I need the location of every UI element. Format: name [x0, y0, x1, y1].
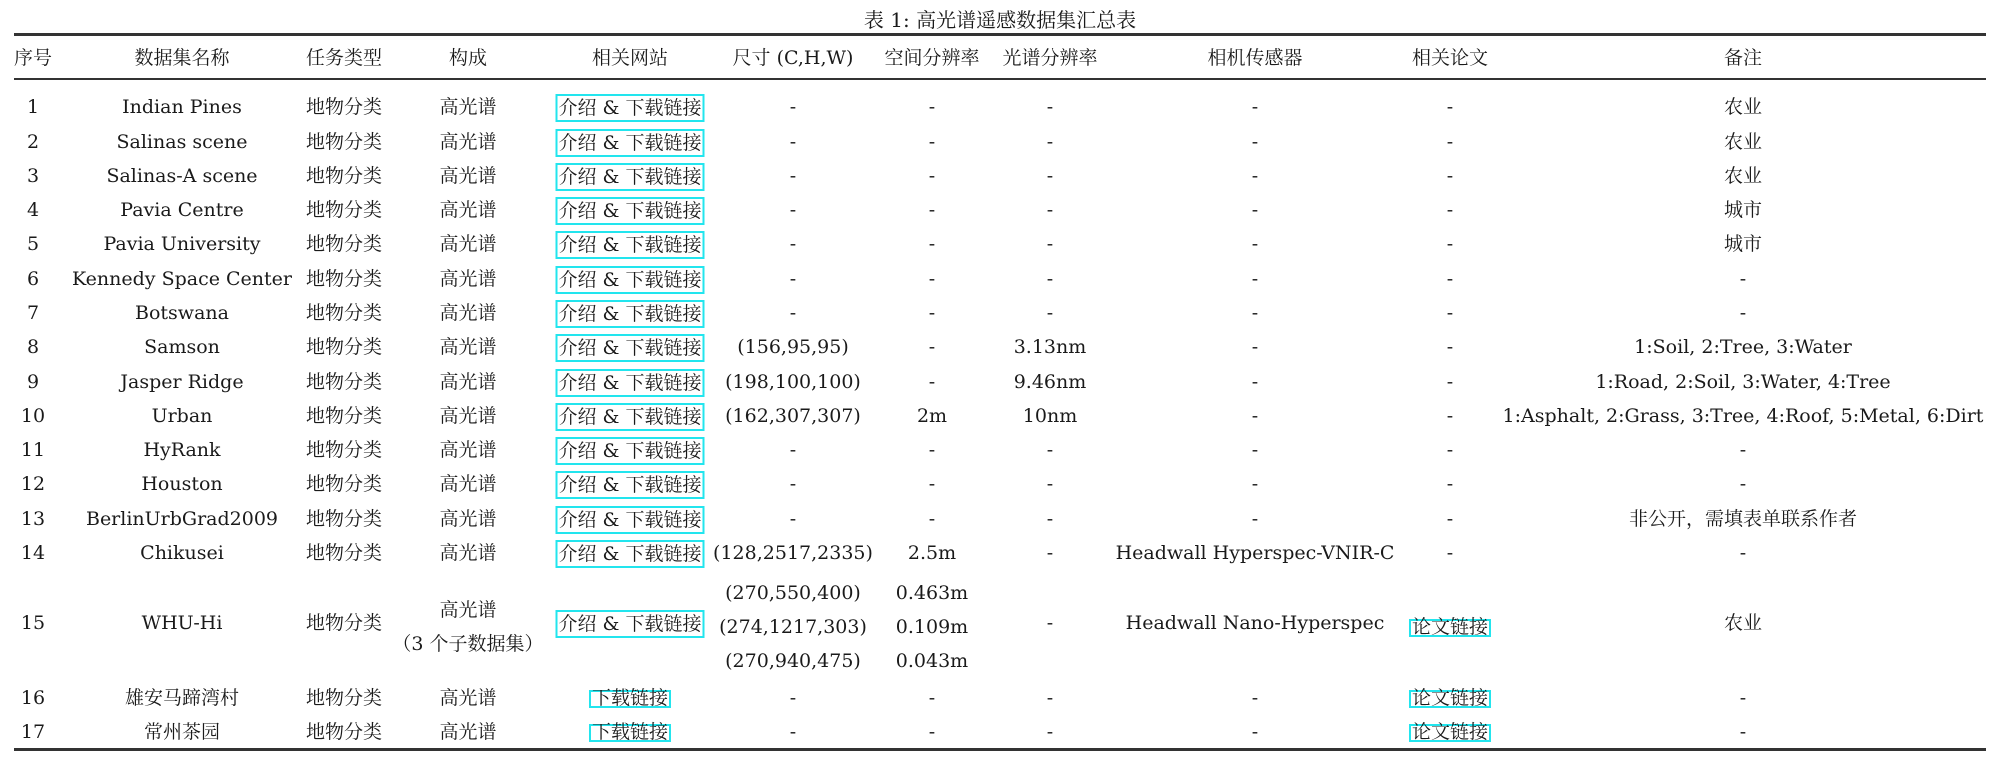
cell-paper: - [1446, 336, 1454, 358]
cell-composition: 高光谱 [439, 508, 497, 530]
cell-name: Botswana [135, 302, 229, 324]
paper-link[interactable]: 论文链接 [1409, 690, 1491, 708]
column-header-composition: 构成 [448, 47, 488, 69]
column-header-task: 任务类型 [305, 47, 383, 69]
cell-notes: 农业 [1723, 612, 1763, 634]
cell-website [556, 610, 705, 638]
cell-size: - [789, 199, 797, 221]
cell-notes: 城市 [1723, 199, 1763, 221]
cell-name: Pavia Centre [120, 199, 244, 221]
cell-task: 地物分类 [305, 371, 383, 393]
cell-name: Salinas scene [116, 131, 248, 153]
cell-name: Chikusei [140, 542, 224, 564]
cell-website [556, 403, 705, 431]
cell-sensor: Headwall Nano-Hyperspec [1125, 612, 1385, 634]
cell-notes: - [1739, 542, 1747, 564]
cell-website [556, 506, 705, 534]
cell-website [556, 231, 705, 259]
paper-link[interactable]: 论文链接 [1409, 724, 1491, 742]
cell-id: 2 [26, 131, 40, 153]
cell-spectral-res: - [1046, 612, 1054, 634]
cell-composition: 高光谱 [439, 199, 497, 221]
cell-paper: - [1446, 405, 1454, 427]
cell-id: 8 [26, 336, 40, 358]
cell-size: - [789, 131, 797, 153]
intro-download-link[interactable]: 介绍 & 下载链接 [556, 163, 705, 191]
cell-task: 地物分类 [305, 268, 383, 290]
intro-download-link[interactable]: 介绍 & 下载链接 [556, 369, 705, 397]
cell-sensor: - [1251, 371, 1259, 393]
cell-size: - [789, 165, 797, 187]
cell-sensor: - [1251, 336, 1259, 358]
spatial-res-value: 0.109m [895, 616, 969, 638]
cell-size: (156,95,95) [737, 336, 849, 358]
cell-task: 地物分类 [305, 508, 383, 530]
cell-composition: 高光谱 [439, 371, 497, 393]
cell-spatial_res: - [928, 721, 936, 743]
cell-website [556, 163, 705, 191]
cell-spectral_res: - [1046, 199, 1054, 221]
cell-spatial_res: - [928, 473, 936, 495]
cell-sensor: - [1251, 96, 1259, 118]
cell-paper: - [1446, 542, 1454, 564]
cell-notes: - [1739, 302, 1747, 324]
cell-website [589, 719, 671, 745]
cell-name: Kennedy Space Center [72, 268, 292, 290]
header-rule [14, 78, 1986, 80]
column-header-sensor: 相机传感器 [1207, 47, 1303, 69]
cell-notes: 城市 [1723, 233, 1763, 255]
cell-composition: 高光谱 [439, 131, 497, 153]
intro-download-link[interactable]: 介绍 & 下载链接 [556, 94, 705, 122]
intro-download-link[interactable]: 介绍 & 下载链接 [556, 471, 705, 499]
cell-id: 7 [26, 302, 40, 324]
download-link[interactable]: 下载链接 [589, 690, 671, 708]
cell-name: WHU-Hi [141, 612, 223, 634]
cell-spatial_res: - [928, 268, 936, 290]
cell-task: 地物分类 [305, 405, 383, 427]
cell-name: BerlinUrbGrad2009 [85, 508, 279, 530]
cell-spectral_res: 3.13nm [1013, 336, 1087, 358]
cell-name: Pavia University [103, 233, 261, 255]
cell-paper [1409, 614, 1491, 640]
cell-size: (162,307,307) [725, 405, 861, 427]
cell-paper [1409, 719, 1491, 745]
column-header-id: 序号 [13, 47, 53, 69]
cell-paper: - [1446, 199, 1454, 221]
cell-notes: 非公开，需填表单联系作者 [1628, 508, 1858, 530]
cell-spectral_res: 10nm [1022, 405, 1078, 427]
cell-website [589, 685, 671, 711]
cell-sensor: - [1251, 131, 1259, 153]
cell-website [556, 334, 705, 362]
cell-id: 5 [26, 233, 40, 255]
intro-download-link[interactable]: 介绍 & 下载链接 [556, 231, 705, 259]
cell-sensor: - [1251, 268, 1259, 290]
intro-download-link[interactable]: 介绍 & 下载链接 [556, 334, 705, 362]
cell-spectral_res: - [1046, 233, 1054, 255]
cell-spatial_res: - [928, 233, 936, 255]
column-header-website: 相关网站 [591, 47, 669, 69]
size-value: (274,1217,303) [719, 616, 867, 638]
cell-notes: 1:Soil, 2:Tree, 3:Water [1634, 336, 1852, 358]
top-rule [14, 33, 1986, 36]
cell-paper: - [1446, 233, 1454, 255]
cell-spatial_res: 2.5m [907, 542, 957, 564]
cell-id: 11 [20, 439, 46, 461]
cell-paper: - [1446, 371, 1454, 393]
intro-download-link[interactable]: 介绍 & 下载链接 [556, 506, 705, 534]
cell-notes: 1:Road, 2:Soil, 3:Water, 4:Tree [1595, 371, 1891, 393]
intro-download-link[interactable]: 介绍 & 下载链接 [556, 540, 705, 568]
cell-size: - [789, 473, 797, 495]
cell-paper [1409, 685, 1491, 711]
cell-id: 3 [26, 165, 40, 187]
cell-size: (198,100,100) [725, 371, 861, 393]
intro-download-link[interactable]: 介绍 & 下载链接 [556, 197, 705, 225]
cell-sensor: - [1251, 439, 1259, 461]
cell-website [556, 369, 705, 397]
cell-notes: 农业 [1723, 165, 1763, 187]
table-caption: 表 1: 高光谱遥感数据集汇总表 [863, 8, 1137, 32]
cell-task: 地物分类 [305, 721, 383, 743]
cell-sensor: - [1251, 233, 1259, 255]
cell-spectral_res: - [1046, 302, 1054, 324]
cell-spectral_res: - [1046, 721, 1054, 743]
cell-task: 地物分类 [305, 233, 383, 255]
cell-sensor: - [1251, 508, 1259, 530]
column-header-name: 数据集名称 [134, 47, 230, 69]
cell-task: 地物分类 [305, 131, 383, 153]
cell-size: - [789, 687, 797, 709]
cell-notes: 1:Asphalt, 2:Grass, 3:Tree, 4:Roof, 5:Metal, 6:Dirt [1502, 405, 1984, 427]
column-header-spatial_res: 空间分辨率 [884, 47, 980, 69]
cell-name: Urban [151, 405, 213, 427]
cell-notes: - [1739, 687, 1747, 709]
composition-subnote: （3 个子数据集） [392, 633, 544, 655]
cell-task: 地物分类 [305, 542, 383, 564]
cell-size: (128,2517,2335) [713, 542, 873, 564]
cell-spatial_res: - [928, 302, 936, 324]
cell-size [719, 576, 867, 678]
cell-name: Salinas-A scene [106, 165, 258, 187]
cell-notes: 农业 [1723, 96, 1763, 118]
cell-sensor: - [1251, 721, 1259, 743]
cell-paper: - [1446, 268, 1454, 290]
column-header-size: 尺寸 (C,H,W) [732, 47, 854, 69]
spatial-res-value: 0.043m [895, 650, 969, 672]
intro-download-link[interactable]: 介绍 & 下载链接 [556, 129, 705, 157]
cell-task: 地物分类 [305, 612, 383, 634]
cell-spatial_res: - [928, 371, 936, 393]
cell-spatial_res: - [928, 508, 936, 530]
cell-website [556, 266, 705, 294]
cell-spectral_res: - [1046, 439, 1054, 461]
cell-spatial_res: - [928, 439, 936, 461]
cell-paper: - [1446, 439, 1454, 461]
intro-download-link[interactable]: 介绍 & 下载链接 [556, 403, 705, 431]
cell-paper: - [1446, 96, 1454, 118]
cell-spatial_res: 2m [916, 405, 948, 427]
bottom-rule [14, 748, 1986, 751]
cell-name: 雄安马蹄湾村 [124, 687, 240, 709]
cell-website [556, 471, 705, 499]
cell-spectral_res: - [1046, 508, 1054, 530]
cell-paper: - [1446, 165, 1454, 187]
cell-id: 6 [26, 268, 40, 290]
paper-link[interactable]: 论文链接 [1409, 619, 1491, 637]
cell-spectral_res: 9.46nm [1013, 371, 1087, 393]
cell-composition [392, 593, 543, 661]
cell-name: Houston [141, 473, 223, 495]
cell-size: - [789, 721, 797, 743]
cell-name: 常州茶园 [143, 721, 221, 743]
cell-sensor: Headwall Hyperspec-VNIR-C [1115, 542, 1395, 564]
cell-task: 地物分类 [305, 96, 383, 118]
cell-spatial_res: - [928, 96, 936, 118]
cell-website [556, 94, 705, 122]
cell-composition: 高光谱 [439, 336, 497, 358]
cell-notes: - [1739, 268, 1747, 290]
column-header-notes: 备注 [1723, 47, 1763, 69]
cell-composition: 高光谱 [439, 96, 497, 118]
cell-composition: 高光谱 [439, 233, 497, 255]
cell-id: 1 [26, 96, 40, 118]
cell-id: 9 [26, 371, 40, 393]
cell-spatial_res: - [928, 165, 936, 187]
cell-spatial_res: - [928, 687, 936, 709]
cell-spectral_res: - [1046, 268, 1054, 290]
cell-spectral_res: - [1046, 687, 1054, 709]
cell-size: - [789, 302, 797, 324]
cell-website [556, 197, 705, 225]
cell-spectral_res: - [1046, 96, 1054, 118]
cell-sensor: - [1251, 199, 1259, 221]
cell-paper: - [1446, 473, 1454, 495]
cell-id: 15 [20, 612, 46, 634]
cell-spectral_res: - [1046, 165, 1054, 187]
cell-sensor: - [1251, 405, 1259, 427]
cell-task: 地物分类 [305, 165, 383, 187]
cell-composition: 高光谱 [439, 165, 497, 187]
cell-paper: - [1446, 131, 1454, 153]
composition-line: 高光谱 [439, 599, 497, 621]
cell-task: 地物分类 [305, 473, 383, 495]
cell-size: - [789, 233, 797, 255]
cell-composition: 高光谱 [439, 542, 497, 564]
cell-name: HyRank [143, 439, 221, 461]
cell-spatial_res: - [928, 131, 936, 153]
cell-id: 16 [20, 687, 46, 709]
cell-website [556, 540, 705, 568]
cell-website [556, 300, 705, 328]
cell-size: - [789, 439, 797, 461]
cell-website [556, 129, 705, 157]
cell-id: 14 [20, 542, 46, 564]
cell-size: - [789, 268, 797, 290]
cell-task: 地物分类 [305, 302, 383, 324]
column-header-spectral_res: 光谱分辨率 [1002, 47, 1098, 69]
cell-composition: 高光谱 [439, 405, 497, 427]
cell-spectral_res: - [1046, 131, 1054, 153]
cell-spectral_res: - [1046, 542, 1054, 564]
cell-notes: 农业 [1723, 131, 1763, 153]
cell-composition: 高光谱 [439, 439, 497, 461]
intro-download-link[interactable]: 介绍 & 下载链接 [556, 437, 705, 465]
cell-composition: 高光谱 [439, 473, 497, 495]
cell-sensor: - [1251, 473, 1259, 495]
cell-website [556, 437, 705, 465]
cell-spatial-res [896, 576, 968, 678]
column-header-paper: 相关论文 [1411, 47, 1489, 69]
cell-name: Indian Pines [122, 96, 242, 118]
intro-download-link[interactable]: 介绍 & 下载链接 [556, 266, 705, 294]
cell-sensor: - [1251, 165, 1259, 187]
cell-name: Samson [144, 336, 220, 358]
cell-paper: - [1446, 508, 1454, 530]
cell-notes: - [1739, 721, 1747, 743]
cell-id: 17 [20, 721, 46, 743]
cell-composition: 高光谱 [439, 268, 497, 290]
cell-task: 地物分类 [305, 687, 383, 709]
cell-task: 地物分类 [305, 199, 383, 221]
cell-paper: - [1446, 302, 1454, 324]
cell-composition: 高光谱 [439, 687, 497, 709]
cell-spatial_res: - [928, 336, 936, 358]
spatial-res-value: 0.463m [895, 582, 969, 604]
cell-notes: - [1739, 473, 1747, 495]
cell-spatial_res: - [928, 199, 936, 221]
cell-spectral_res: - [1046, 473, 1054, 495]
cell-task: 地物分类 [305, 439, 383, 461]
cell-sensor: - [1251, 302, 1259, 324]
cell-id: 4 [26, 199, 40, 221]
intro-download-link[interactable]: 介绍 & 下载链接 [556, 300, 705, 328]
size-value: (270,940,475) [725, 650, 861, 672]
cell-composition: 高光谱 [439, 302, 497, 324]
intro-download-link[interactable]: 介绍 & 下载链接 [556, 610, 705, 638]
cell-sensor: - [1251, 687, 1259, 709]
cell-composition: 高光谱 [439, 721, 497, 743]
download-link[interactable]: 下载链接 [589, 724, 671, 742]
cell-notes: - [1739, 439, 1747, 461]
cell-id: 12 [20, 473, 46, 495]
cell-id: 13 [20, 508, 46, 530]
size-value: (270,550,400) [725, 582, 861, 604]
cell-name: Jasper Ridge [120, 371, 244, 393]
cell-size: - [789, 96, 797, 118]
cell-task: 地物分类 [305, 336, 383, 358]
cell-id: 10 [20, 405, 46, 427]
cell-size: - [789, 508, 797, 530]
